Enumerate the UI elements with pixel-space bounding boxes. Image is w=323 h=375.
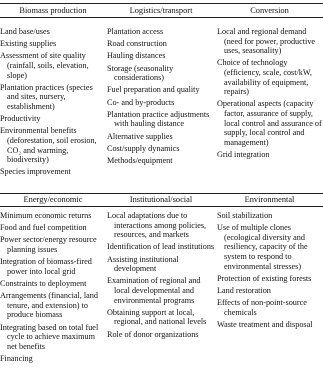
list-item: Effects of non-point-source chemicals (217, 298, 307, 317)
list-item: Power sector/energy resource planning issues (0, 235, 97, 254)
column-header-energy-economic: Energy/economic (23, 195, 83, 204)
list-item: Choice of technology (efficiency, scale, cost/kW, availability of equipment, repairs) (217, 58, 312, 97)
column-header-conversion: Conversion (250, 6, 289, 15)
list-item: Use of multiple clones (ecological diversity and resiliency, capacity of the system to respond to environmental stresses) (217, 223, 308, 271)
column-header-biomass-production: Biomass production (19, 6, 87, 15)
list-item: Storage (seasonality considerations) (107, 63, 174, 83)
list-item: Plantation practices (species and sites, nursery, establishment) (0, 82, 93, 111)
list-item: Constraints to deployment (0, 278, 87, 288)
list-item: Methods/equipment (107, 155, 173, 165)
list-item: Plantation practice adjustments with hauling distance (107, 109, 210, 129)
list-item: Alternative supplies (107, 131, 173, 141)
list-item: Waste treatment and disposal (217, 319, 313, 329)
list-item: Species improvement (0, 167, 71, 177)
column-biomass-production (0, 27, 104, 177)
list-item: Productivity (0, 114, 41, 124)
column-conversion (217, 27, 322, 160)
list-item: Assisting institutional development (107, 254, 179, 274)
column-header-logistics-transport: Logistics/transport (129, 6, 193, 15)
header-rule-top (0, 17, 323, 18)
list-item: Local and regional demand (need for power, productive uses, seasonality) (217, 27, 316, 56)
list-item: Identification of lead institutions (107, 242, 215, 252)
section-divider-rule (0, 193, 323, 194)
list-item: Protection of existing forests (217, 273, 312, 283)
list-item: Local adaptations due to interactions among policies, resources, and markets (107, 211, 207, 240)
column-energy-economic (0, 211, 104, 363)
list-item: Cost/supply dynamics (107, 143, 180, 153)
list-item: Existing supplies (0, 39, 57, 49)
list-item: Fuel preparation and quality (107, 85, 200, 95)
list-item: Integrating based on total fuel cycle to achieve maximum net benefits (0, 322, 99, 351)
list-item: Examination of regional and local developmental and environmental programs (107, 276, 201, 305)
column-institutional-social (107, 211, 215, 339)
column-header-environmental: Environmental (244, 195, 295, 204)
column-logistics-transport (107, 27, 215, 165)
list-item: Land restoration (217, 285, 271, 295)
list-item: Hauling distances (107, 51, 166, 61)
list-item: Food and fuel competition (0, 223, 87, 233)
list-item: Minimum economic returns (0, 211, 92, 220)
list-item: Grid integration (217, 149, 270, 159)
list-item: Integration of biomass-fired power into local grid (0, 257, 92, 276)
list-item: Co- and by-products (107, 97, 175, 107)
list-item: Assessment of site quality (rainfall, soils, elevation, slope) (0, 51, 89, 80)
list-item: Operational aspects (capacity factor, assurance of supply, local control and assurance of supply, local control and management) (217, 99, 322, 147)
header-rule-bottom (0, 206, 323, 207)
column-environmental (217, 211, 322, 330)
column-header-institutional-social: Institutional/social (129, 195, 193, 204)
list-item: Financing (0, 353, 33, 363)
list-item: Plantation access (107, 27, 164, 36)
list-item: Road construction (107, 39, 167, 49)
list-item: Obtaining support at local, regional, and national levels (107, 307, 207, 327)
list-item: Environmental benefits (deforestation, soil erosion, CO₂ and warming, biodiversity) (0, 126, 97, 165)
list-item: Role of donor organizations (107, 329, 199, 339)
table-top-rule (0, 3, 323, 4)
list-item: Arrangements (financial, land tenure, and extension) to produce biomass (0, 291, 98, 320)
list-item: Land base/uses (0, 27, 50, 36)
list-item: Soil stabilization (217, 211, 273, 220)
